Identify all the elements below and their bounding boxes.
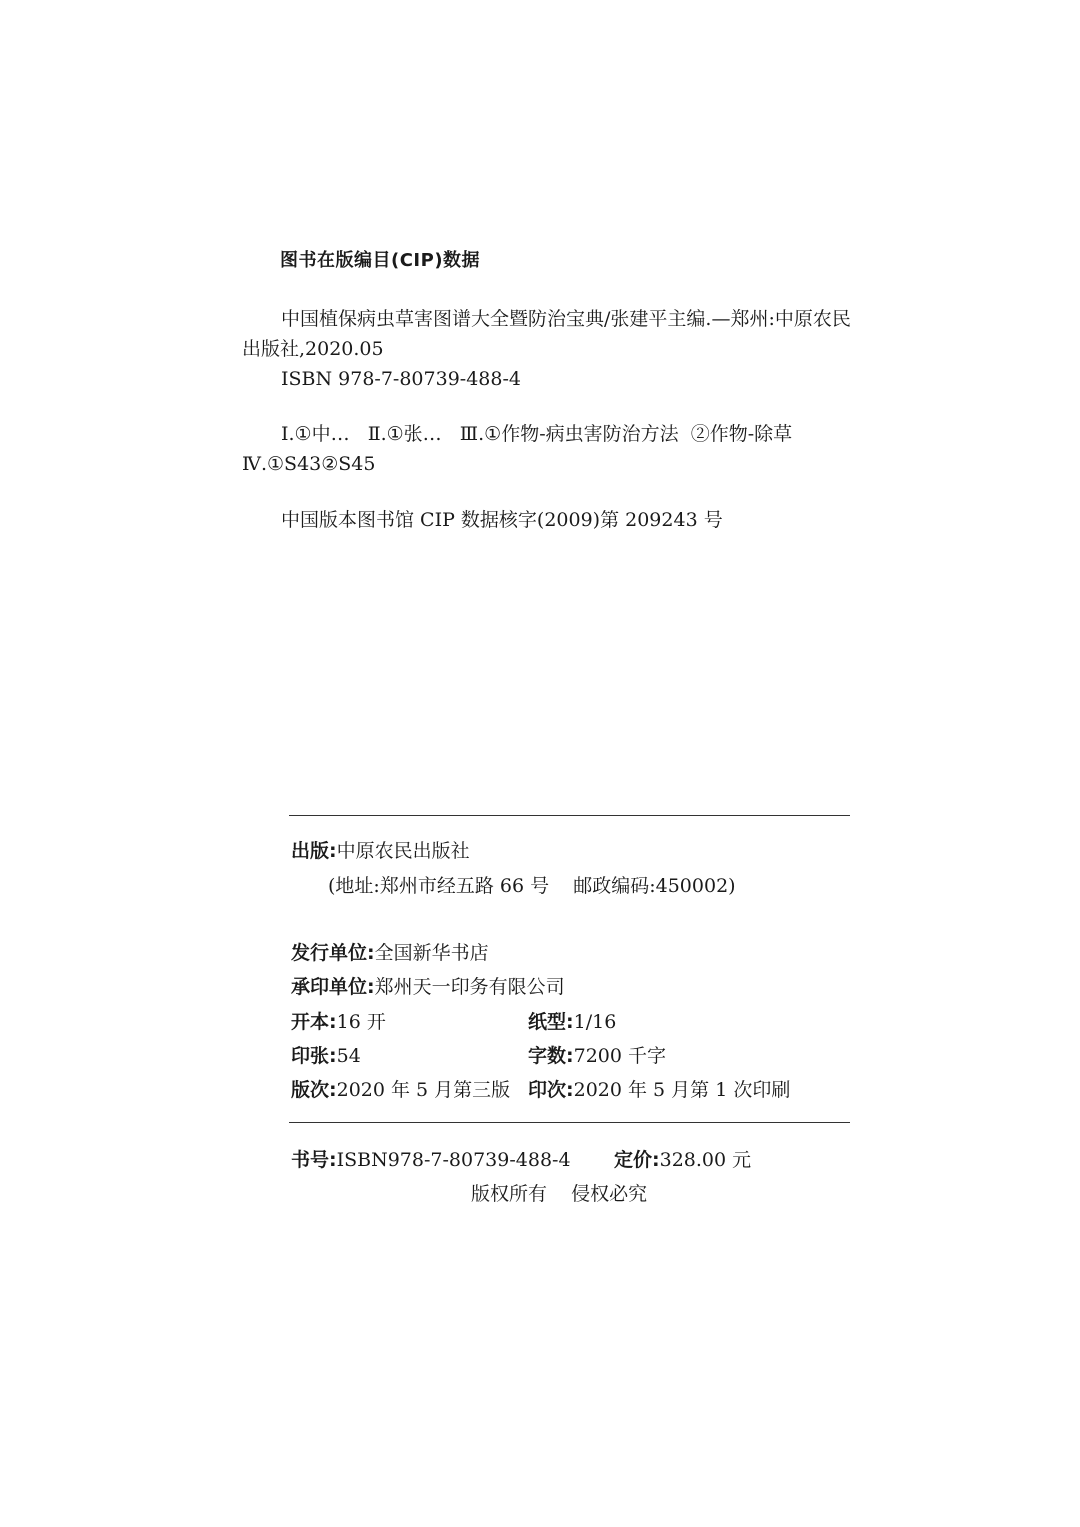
cip-subject-line1: Ⅰ.①中… Ⅱ.①张… Ⅲ.①作物-病虫害防治方法 ②作物-除草 <box>281 423 793 445</box>
cip-entry-line1: 中国植保病虫草害图谱大全暨防治宝典/张建平主编.—郑州:中原农民 <box>281 308 851 330</box>
sheets-value: 54 <box>336 1045 361 1067</box>
edition-value: 2020 年 5 月第三版 <box>336 1079 511 1101</box>
price-row <box>614 1147 751 1173</box>
price-label: 定价: <box>614 1149 660 1171</box>
printer-row <box>291 974 565 1000</box>
copyright-notice: 版权所有 侵权必究 <box>471 1183 648 1205</box>
cip-entry-line2: 出版社,2020.05 <box>242 338 384 360</box>
printer-value: 郑州天一印务有限公司 <box>374 976 565 998</box>
cip-heading: 图书在版编目(CIP)数据 <box>280 250 481 271</box>
format-label: 开本: <box>291 1011 337 1033</box>
distributor-value: 全国新华书店 <box>374 942 489 964</box>
price-value: 328.00 元 <box>659 1149 752 1171</box>
edition-label: 版次: <box>291 1079 337 1101</box>
bookno-row <box>291 1147 571 1173</box>
distributor-row <box>291 940 489 966</box>
cip-subject-line2: Ⅳ.①S43②S45 <box>242 453 376 475</box>
top-divider <box>289 815 850 816</box>
printing-label: 印次: <box>528 1079 574 1101</box>
sheets-label: 印张: <box>291 1045 337 1067</box>
cip-library-note: 中国版本图书馆 CIP 数据核字(2009)第 209243 号 <box>281 509 723 531</box>
publisher-label: 出版: <box>291 840 337 862</box>
edition-row <box>291 1077 510 1103</box>
publisher-value: 中原农民出版社 <box>336 840 470 862</box>
distributor-label: 发行单位: <box>291 942 375 964</box>
words-value: 7200 千字 <box>573 1045 667 1067</box>
publisher-row <box>291 838 470 864</box>
sheets-row <box>291 1043 361 1069</box>
printer-label: 承印单位: <box>291 976 375 998</box>
words-label: 字数: <box>528 1045 574 1067</box>
format-value: 16 开 <box>336 1011 386 1033</box>
paper-label: 纸型: <box>528 1011 574 1033</box>
printing-row <box>528 1077 790 1103</box>
printing-value: 2020 年 5 月第 1 次印刷 <box>573 1079 791 1101</box>
words-row <box>528 1043 666 1069</box>
bottom-divider <box>289 1122 850 1123</box>
address-row: (地址:郑州市经五路 66 号 邮政编码:450002) <box>328 875 736 897</box>
paper-value: 1/16 <box>573 1011 617 1033</box>
bookno-label: 书号: <box>291 1149 337 1171</box>
paper-row <box>528 1009 616 1035</box>
bookno-value: ISBN978-7-80739-488-4 <box>336 1149 571 1171</box>
cip-isbn: ISBN 978-7-80739-488-4 <box>281 368 521 390</box>
format-row <box>291 1009 386 1035</box>
